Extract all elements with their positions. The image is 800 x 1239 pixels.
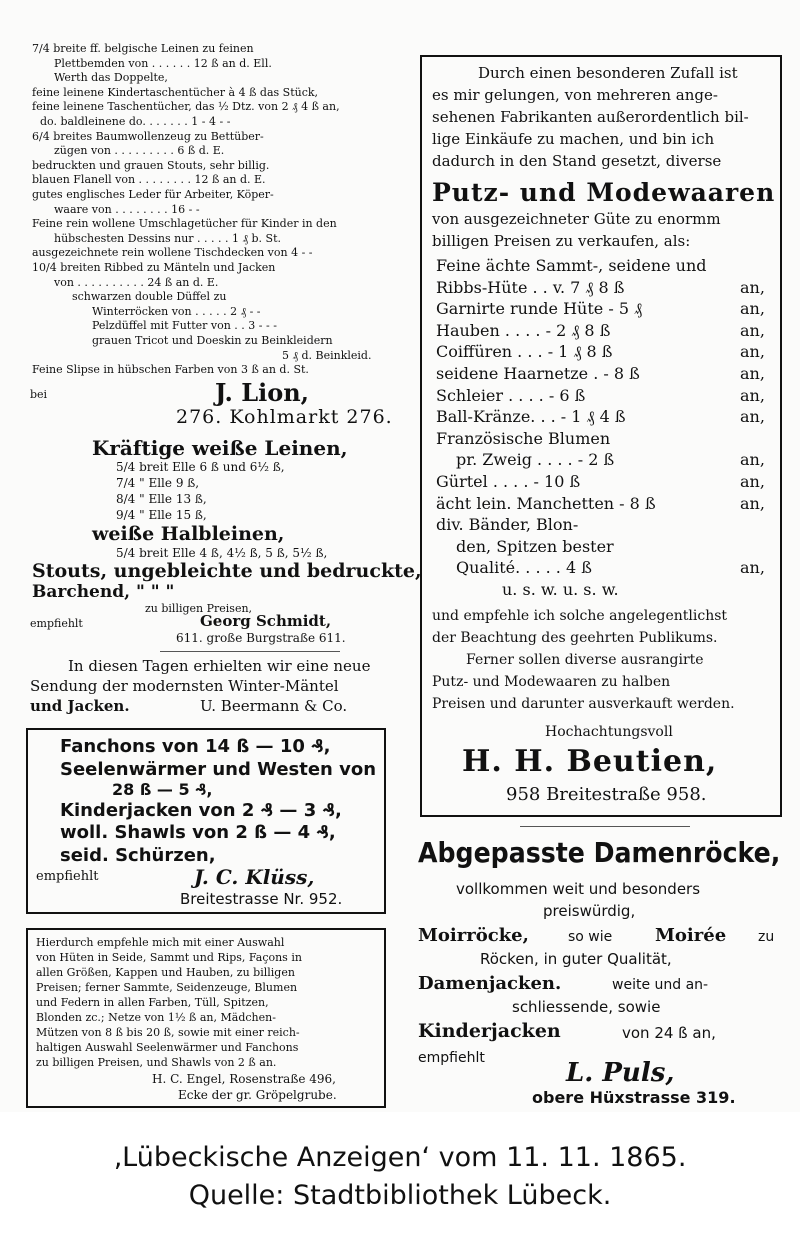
beutien-intro-line: lige Einkäufe zu machen, und bin ich <box>432 130 715 148</box>
puls-damen-rest: weite und an- <box>612 977 709 993</box>
price-list-line: ausgezeichnete rein wollene Tischdecken von 4 - - <box>32 246 313 260</box>
engel-line: Blonden zc.; Netze von 1½ ß an, Mädchen- <box>36 1011 276 1024</box>
kluess-line: seid. Schürzen, <box>60 845 216 866</box>
beutien-item-price: an, <box>740 342 765 362</box>
beutien-intro-line: es mir gelungen, von mehreren ange- <box>432 86 718 104</box>
kluess-line: 28 ß — 5 ₰, <box>112 780 213 799</box>
beutien-outro-line: Putz- und Modewaaren zu halben <box>432 674 671 690</box>
price-list-line: Plettbemden von . . . . . . 12 ß an d. Ell. <box>54 56 272 70</box>
beutien-item-label: div. Bänder, Blon- <box>436 515 579 535</box>
kluess-address: Breitestrasse Nr. 952. <box>180 890 343 908</box>
schmidt-stouts: Stouts, ungebleichte und bedruckte, <box>32 560 422 582</box>
puls-name: L. Puls, <box>566 1058 675 1088</box>
beutien-item-label: seidene Haarnetze . - 8 ß <box>436 364 640 383</box>
beutien-name: H. H. Beutien, <box>462 744 718 779</box>
schmidt-halbleinen-row: 5/4 breit Elle 4 ß, 4½ ß, 5 ß, 5½ ß, <box>116 546 328 560</box>
price-list-line: gutes englisches Leder für Arbeiter, Köper- <box>32 188 274 201</box>
puls-address: obere Hüxstrasse 319. <box>532 1088 736 1107</box>
beutien-item-label: Ball-Kränze. . . - 1 ₰ 4 ß <box>436 407 626 427</box>
beutien-item-label: Coiffüren . . . - 1 ₰ 8 ß <box>436 342 613 362</box>
engel-line: und Federn in allen Farben, Tüll, Spitzen, <box>36 996 269 1009</box>
price-list-line: hübschesten Dessins nur . . . . . 1 ₰ b. St. <box>54 231 281 245</box>
caption-source: Quelle: Stadtbibliothek Lübeck. <box>188 1180 612 1211</box>
beutien-item-label: Qualité. . . . . 4 ß <box>456 558 592 578</box>
beutien-item-label: Hauben . . . . - 2 ₰ 8 ß <box>436 320 611 340</box>
puls-moir: Moirröcke, <box>418 925 529 946</box>
beutien-item-label: Ribbs-Hüte . . v. 7 ₰ 8 ß <box>436 277 625 297</box>
kluess-line: woll. Shawls von 2 ß — 4 ₰, <box>60 822 336 843</box>
beutien-item-label: Französische Blumen <box>436 428 611 448</box>
price-list-line: 7/4 breite ff. belgische Leinen zu feinen <box>32 42 254 55</box>
beutien-item-price: an, <box>740 407 765 427</box>
engel-line: zu billigen Preisen, und Shawls von 2 ß an. <box>36 1056 277 1069</box>
divider <box>520 826 690 827</box>
kluess-empfiehlt: empfiehlt <box>36 869 99 884</box>
schmidt-heading: Kräftige weiße Leinen, <box>92 436 348 460</box>
schmidt-address: 611. große Burgstraße 611. <box>176 631 346 645</box>
beutien-item-price: an, <box>740 472 765 491</box>
beutien-item-label: pr. Zweig . . . . - 2 ß <box>456 450 615 470</box>
engel-line: Preisen; ferner Sammte, Seidenzeuge, Blumen <box>36 981 298 994</box>
beermann-line: Sendung der modernsten Winter-Mäntel <box>30 677 339 695</box>
beutien-item-price: an, <box>740 364 765 383</box>
beermann-line: und Jacken. <box>30 697 130 715</box>
beutien-intro-line: dadurch in den Stand gesetzt, diverse <box>432 152 722 170</box>
price-list-line: 5 ₰ d. Beinkleid. <box>282 348 372 362</box>
beutien-item-label: Garnirte runde Hüte - 5 ₰ <box>436 299 643 319</box>
beermann-line: In diesen Tagen erhielten wir eine neue <box>68 657 371 675</box>
price-list-line: Werth das Doppelte, <box>54 71 168 85</box>
price-list-line: grauen Tricot und Doeskin zu Beinkleidern <box>92 334 333 347</box>
price-list-line: feine leinene Kindertaschentücher à 4 ß das Stück, <box>32 85 319 99</box>
engel-line: Hierdurch empfehle mich mit einer Auswahl <box>36 936 285 949</box>
beutien-bottom-rule <box>420 815 782 817</box>
engel-line: von Hüten in Seide, Sammt und Rips, Façons in <box>36 951 302 964</box>
price-list-line: waare von . . . . . . . . 16 - - <box>54 202 200 216</box>
puls-line: preiswürdig, <box>543 902 636 920</box>
schmidt-barchend: Barchend, " " " <box>32 582 175 602</box>
beutien-item-label: den, Spitzen bester <box>456 536 614 556</box>
price-list-line: do. baldleinene do. . . . . . . 1 - 4 - - <box>40 115 231 128</box>
puls-moiree: Moirée <box>655 925 727 946</box>
puls-kinder: Kinderjacken <box>418 1020 561 1042</box>
engel-line: allen Größen, Kappen und Hauben, zu billigen <box>36 966 295 979</box>
schmidt-prices: zu billigen Preisen, <box>145 602 253 615</box>
price-list-line: Pelzdüffel mit Futter von . . 3 - - - <box>92 319 277 333</box>
puls-heading: Abgepasste Damenröcke, <box>418 836 781 869</box>
beermann-name: U. Beermann & Co. <box>200 697 348 715</box>
schmidt-row: 8/4 " Elle 13 ß, <box>116 492 207 506</box>
beutien-address: 958 Breitestraße 958. <box>506 784 707 805</box>
beutien-item-label: u. s. w. u. s. w. <box>502 580 619 599</box>
beutien-outro-line: Ferner sollen diverse ausrangirte <box>466 652 704 668</box>
beutien-item-price: an, <box>740 385 765 405</box>
lion-name: J. Lion, <box>215 378 310 407</box>
beutien-item-label: ächt lein. Manchetten - 8 ß <box>436 493 656 513</box>
lion-bei: bei <box>30 388 48 401</box>
price-list-line: bedruckten und grauen Stouts, sehr billig. <box>32 158 270 172</box>
engel-name: H. C. Engel, Rosenstraße 496, <box>152 1072 336 1086</box>
puls-line: vollkommen weit und besonders <box>456 880 701 898</box>
price-list-line: blauen Flanell von . . . . . . . . 12 ß an d. E. <box>32 173 266 187</box>
puls-moir-rest: so wie <box>568 929 613 945</box>
beutien-item-price: an, <box>740 320 765 340</box>
beutien-item-label: Feine ächte Sammt-, seidene und <box>436 256 707 275</box>
beutien-item-label: Schleier . . . . - 6 ß <box>436 385 586 405</box>
schmidt-empfiehlt: empfiehlt <box>30 617 83 630</box>
schmidt-halbleinen: weiße Halbleinen, <box>92 523 285 545</box>
price-list-line: schwarzen double Düffel zu <box>72 290 227 304</box>
puls-damen: Damenjacken. <box>418 973 562 994</box>
beutien-item-price: an, <box>740 450 765 470</box>
price-list-line: Feine rein wollene Umschlagetücher für Kinder in den <box>32 217 337 231</box>
puls-empfiehlt: empfiehlt <box>418 1050 485 1066</box>
puls-line: schliessende, sowie <box>512 998 661 1016</box>
beutien-item-price: an, <box>740 558 765 578</box>
price-list-line: feine leinene Taschentücher, das ½ Dtz. von 2 ₰ 4 ß an, <box>32 100 340 114</box>
engel-line: haltigen Auswahl Seelenwärmer und Fanchons <box>36 1041 299 1054</box>
engel-address: Ecke der gr. Gröpelgrube. <box>178 1088 337 1102</box>
beutien-item-price: an, <box>740 299 765 319</box>
beutien-outro-line: Preisen und darunter ausverkauft werden. <box>432 696 735 712</box>
beutien-item-price: an, <box>740 493 765 513</box>
price-list-line: Feine Slipse in hübschen Farben von 3 ß an d. St. <box>32 363 309 377</box>
kluess-line: Seelenwärmer und Westen von <box>60 759 377 780</box>
lion-address: 276. Kohlmarkt 276. <box>176 406 393 428</box>
beutien-intro-line: Durch einen besonderen Zufall ist <box>478 64 738 82</box>
price-list-line: von . . . . . . . . . . 24 ß an d. E. <box>54 275 219 289</box>
beutien-item-label: Gürtel . . . . - 10 ß <box>436 472 581 491</box>
kluess-line: Fanchons von 14 ß — 10 ₰, <box>60 736 331 757</box>
beutien-heading: Putz- und Modewaaren <box>432 178 776 207</box>
price-list-line: Winterröcken von . . . . . 2 ₰ - - <box>92 304 261 318</box>
beutien-outro-line: der Beachtung des geehrten Publikums. <box>432 630 718 646</box>
beutien-greeting: Hochachtungsvoll <box>545 724 673 740</box>
schmidt-row: 5/4 breit Elle 6 ß und 6½ ß, <box>116 460 285 474</box>
puls-moiree-rest: zu <box>758 929 775 945</box>
schmidt-row: 9/4 " Elle 15 ß, <box>116 508 207 522</box>
beutien-sub: billigen Preisen zu verkaufen, als: <box>432 232 691 250</box>
beutien-sub: von ausgezeichneter Güte zu enormm <box>432 210 721 228</box>
price-list-line: 10/4 breiten Ribbed zu Mänteln und Jacken <box>32 261 276 274</box>
schmidt-name: Georg Schmidt, <box>200 612 332 630</box>
beutien-item-price: an, <box>740 277 765 297</box>
puls-kinder-rest: von 24 ß an, <box>622 1024 716 1042</box>
caption-line: ‚Lübeckische Anzeigen‘ vom 11. 11. 1865. <box>113 1142 687 1173</box>
kluess-name: J. C. Klüss, <box>194 865 315 889</box>
puls-line: Röcken, in guter Qualität, <box>480 950 672 968</box>
price-list-line: zügen von . . . . . . . . . 6 ß d. E. <box>54 144 225 158</box>
beutien-outro-line: und empfehle ich solche angelegentlichst <box>432 608 728 624</box>
beutien-intro-line: sehenen Fabrikanten außerordentlich bil- <box>432 108 749 126</box>
kluess-line: Kinderjacken von 2 ₰ — 3 ₰, <box>60 800 342 821</box>
divider <box>160 651 340 652</box>
engel-line: Mützen von 8 ß bis 20 ß, sowie mit einer reich- <box>36 1026 300 1039</box>
schmidt-row: 7/4 " Elle 9 ß, <box>116 476 200 490</box>
price-list-line: 6/4 breites Baumwollenzeug zu Bettüber- <box>32 129 264 143</box>
